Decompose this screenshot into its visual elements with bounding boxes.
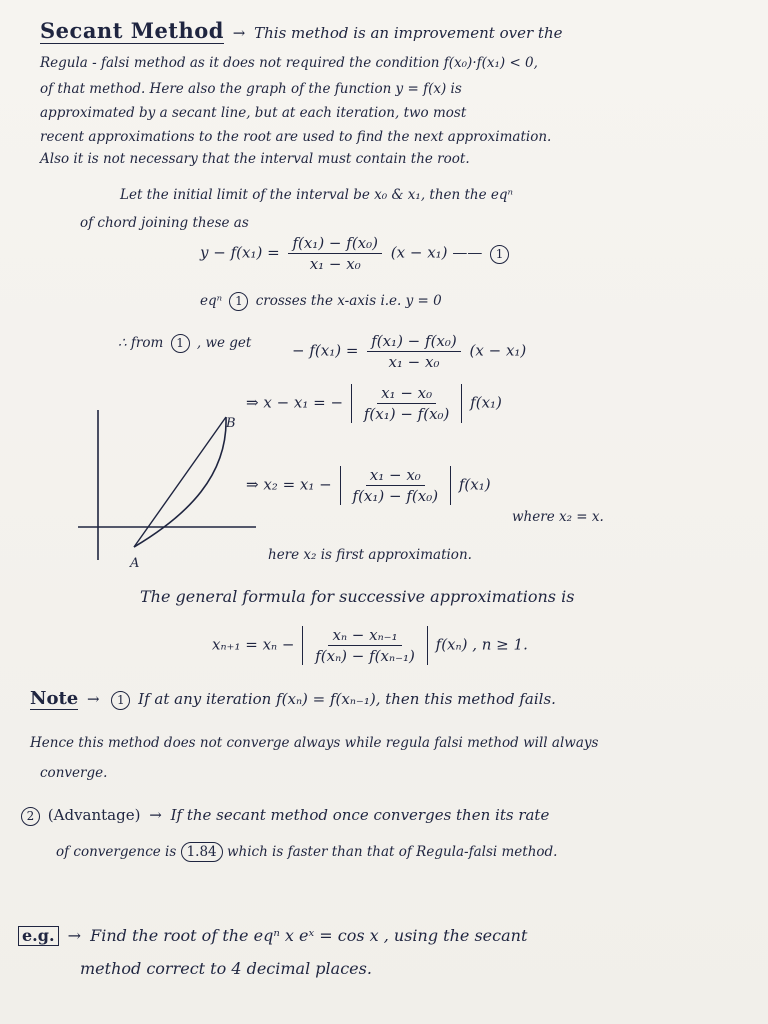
- general-denominator: f(xₙ) − f(xₙ₋₁): [315, 647, 415, 665]
- eq1-denominator: x₁ − x₀: [309, 255, 361, 273]
- general-fraction: [311, 626, 419, 665]
- derivation-step-3: [246, 466, 491, 505]
- where-line: where x₂ = x.: [512, 509, 604, 525]
- intro-line-3: approximated by a secant line, but at each iteration, two most: [40, 105, 467, 121]
- general-rhs: f(xₙ): [435, 635, 468, 654]
- title-line: [40, 18, 563, 43]
- crossing-line: [200, 292, 442, 311]
- from-tag: 1: [171, 334, 190, 353]
- intro-line-4: recent approximations to the root are used to find the next approximation.: [40, 129, 552, 145]
- step2-fraction: [360, 384, 454, 423]
- crossing-pre: eqⁿ: [200, 293, 223, 309]
- general-formula: [212, 626, 528, 665]
- advantage-arrow-icon: →: [149, 806, 162, 824]
- first-approx-line: here x₂ is first approximation.: [268, 547, 472, 563]
- intro-line-5: Also it is not necessary that the interval must contain the root.: [40, 151, 470, 167]
- general-lhs: xₙ₊₁ = xₙ −: [212, 635, 295, 654]
- note-label: Note: [30, 688, 79, 709]
- from-post: , we get: [196, 335, 252, 351]
- setup-line-1: Let the initial limit of the interval be x₀ & x₁, then the eqⁿ: [120, 187, 514, 203]
- step3-lhs: ⇒ x₂ = x₁ −: [246, 475, 332, 494]
- convergence-post: which is faster than that of Regula-falsi method.: [226, 844, 558, 860]
- example-line-1: [18, 926, 527, 946]
- note-tag-1: 1: [111, 691, 130, 710]
- example-line-2: method correct to 4 decimal places.: [80, 959, 372, 978]
- eq1-lhs: y − f(x₁) =: [200, 243, 280, 262]
- step2-lhs: ⇒ x − x₁ = −: [246, 393, 344, 412]
- point-a-label: A: [130, 556, 140, 571]
- general-condition: , n ≥ 1.: [472, 635, 528, 654]
- step3-rhs: f(x₁): [458, 475, 491, 494]
- step2-denominator: f(x₁) − f(x₀): [363, 405, 450, 423]
- note-arrow-icon: →: [87, 690, 100, 708]
- step3-numerator: x₁ − x₀: [366, 466, 425, 486]
- intro-line-1: Regula - falsi method as it does not required the condition f(x₀)·f(x₁) < 0,: [40, 55, 538, 71]
- step1-denominator: x₁ − x₀: [388, 353, 440, 371]
- eq1-numerator: f(x₁) − f(x₀): [288, 234, 382, 254]
- convergence-pre: of convergence is: [56, 844, 177, 860]
- setup-line-2: of chord joining these as: [80, 215, 249, 231]
- from-pre: ∴ from: [118, 335, 164, 351]
- intro-line-2: of that method. Here also the graph of the function y = f(x) is: [40, 81, 462, 97]
- intro-text: This method is an improvement over the: [254, 24, 563, 42]
- example-text-1: Find the root of the eqⁿ x eˣ = cos x , using the secant: [90, 926, 528, 945]
- general-bracket: [302, 626, 428, 665]
- step2-rhs: f(x₁): [470, 393, 502, 412]
- note-line-3: converge.: [40, 765, 108, 781]
- page-title: Secant Method: [40, 18, 224, 43]
- point-b-label: B: [226, 416, 236, 431]
- step1-numerator: f(x₁) − f(x₀): [367, 332, 461, 352]
- convergence-line: [56, 842, 557, 862]
- eq1-rhs: (x − x₁): [390, 243, 448, 262]
- chord-equation: y − f(x₁) = $\frac{\text{f(x₁) − f(x₀)}}{\text{x₁ − x₀}}$ (x − x₁) —— 1: [200, 234, 512, 273]
- note-line-1: [30, 690, 556, 710]
- eq1-fraction: [288, 234, 382, 273]
- advantage-label: (Advantage): [47, 806, 141, 824]
- crossing-tag: 1: [229, 292, 248, 311]
- crossing-post: crosses the x-axis i.e. y = 0: [255, 293, 442, 309]
- eq1-tag: 1: [490, 245, 509, 264]
- advantage-text: If the secant method once converges then its rate: [170, 806, 550, 824]
- example-label: e.g.: [18, 926, 59, 946]
- step1-rhs: (x − x₁): [469, 341, 527, 360]
- general-numerator: xₙ − xₙ₋₁: [328, 626, 401, 646]
- step2-numerator: x₁ − x₀: [377, 384, 436, 404]
- step3-denominator: f(x₁) − f(x₀): [352, 487, 439, 505]
- advantage-line: [18, 806, 549, 826]
- arrow-icon: →: [232, 24, 246, 42]
- derivation-step-1: [292, 332, 526, 371]
- step3-fraction: [349, 466, 443, 505]
- example-arrow-icon: →: [67, 926, 82, 945]
- step1-lhs: − f(x₁) =: [292, 341, 359, 360]
- note-tag-2: 2: [21, 807, 40, 826]
- from-line: [118, 334, 251, 353]
- step2-bracket: [351, 384, 463, 423]
- step3-bracket: [340, 466, 452, 505]
- note-text-1: If at any iteration f(xₙ) = f(xₙ₋₁), then this method fails.: [138, 690, 556, 708]
- derivation-step-2: [246, 384, 502, 423]
- general-formula-text: The general formula for successive approximations is: [140, 587, 575, 606]
- note-line-2: Hence this method does not converge always while regula falsi method will always: [30, 735, 599, 751]
- convergence-value: 1.84: [181, 842, 223, 862]
- step1-fraction: [367, 332, 461, 371]
